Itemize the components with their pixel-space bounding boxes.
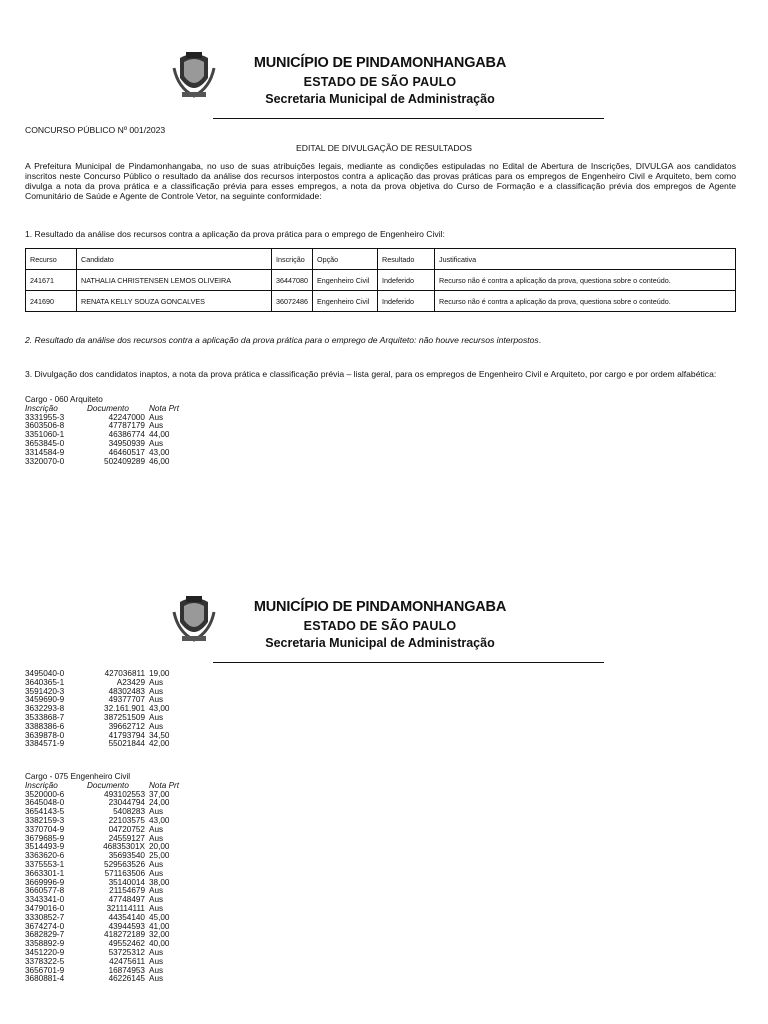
table-row (26, 291, 736, 312)
document-number: 418272189 (104, 930, 145, 940)
registration-number: 3674274-0 (25, 921, 65, 931)
list-item (25, 458, 189, 467)
registration-number: 3459690-9 (25, 695, 65, 705)
table-header-row (26, 249, 736, 270)
document-number: 04720752 (108, 824, 145, 834)
list-header: Documento (87, 403, 129, 413)
registration-number: 3370704-9 (25, 824, 65, 834)
table-cell: Recurso não é contra a aplicação da prova, questiona sobre o conteúdo. (435, 291, 736, 312)
document-number: 5408283 (113, 807, 145, 817)
practical-score: 43,00 (149, 815, 170, 825)
table-cell: 241690 (26, 291, 77, 312)
column-header: Justificativa (435, 249, 736, 270)
header-divider (213, 662, 604, 663)
document-number: 39662712 (108, 721, 145, 731)
registration-number: 3351060-1 (25, 430, 65, 440)
practical-score: 46,00 (149, 456, 170, 466)
registration-number: 3331955-3 (25, 412, 65, 422)
practical-score: Aus (149, 695, 164, 705)
document-number: 16874953 (108, 965, 145, 975)
practical-score: Aus (149, 833, 164, 843)
document-number: 46386774 (108, 430, 145, 440)
document-number: 49377707 (108, 695, 145, 705)
registration-number: 3632293-8 (25, 704, 65, 714)
registration-number: 3653845-0 (25, 438, 65, 448)
practical-score: Aus (149, 895, 164, 905)
practical-score: Aus (149, 903, 164, 913)
header-state: ESTADO DE SÃO PAULO (303, 619, 457, 633)
practical-score: Aus (149, 965, 164, 975)
registration-number: 3639878-0 (25, 730, 65, 740)
practical-score: 34,50 (149, 730, 170, 740)
practical-score: 43,00 (149, 704, 170, 714)
practical-score: Aus (149, 421, 164, 431)
registration-number: 3382159-3 (25, 815, 65, 825)
registration-number: 3451220-9 (25, 947, 65, 957)
practical-score: 25,00 (149, 851, 170, 861)
list-header: Nota Prt (149, 403, 180, 413)
registration-number: 3640365-1 (25, 677, 65, 687)
contest-number: CONCURSO PÚBLICO Nº 001/2023 (25, 125, 166, 135)
registration-number: 3479016-0 (25, 903, 65, 913)
practical-score: 45,00 (149, 912, 170, 922)
edict-title: EDITAL DE DIVULGAÇÃO DE RESULTADOS (296, 143, 472, 153)
practical-score: Aus (149, 807, 164, 817)
practical-score: Aus (149, 438, 164, 448)
practical-score: 37,00 (149, 789, 170, 799)
table-cell: Indeferido (378, 270, 435, 291)
document-number: 22103575 (108, 815, 145, 825)
practical-score: 40,00 (149, 939, 170, 949)
practical-score: 42,00 (149, 739, 170, 749)
cargo-title: Cargo - 075 Engenheiro Civil (25, 772, 131, 781)
document-number: 41793794 (108, 730, 145, 740)
practical-score: 32,00 (149, 930, 170, 940)
practical-score: Aus (149, 721, 164, 731)
registration-number: 3533868-7 (25, 712, 65, 722)
document-number: 502409289 (104, 456, 145, 466)
practical-score: 38,00 (149, 877, 170, 887)
practical-score: 41,00 (149, 921, 170, 931)
arquiteto-list (25, 396, 189, 466)
section-2-note: não houve recursos interpostos (418, 335, 539, 345)
registration-number: 3669996-9 (25, 877, 65, 887)
table-cell: 36072486 (272, 291, 313, 312)
registration-number: 3378322-5 (25, 956, 65, 966)
document-number: 32.161.901 (104, 704, 145, 714)
section-2-text: 2. Resultado da análise dos recursos contra a aplicação da prova prática para o emprego de Arquiteto: (25, 335, 417, 345)
document-number: 47748497 (108, 895, 145, 905)
document-number: 55021844 (108, 739, 145, 749)
arquiteto-list-continued (25, 670, 189, 749)
document-number: 529563526 (104, 859, 145, 869)
table-cell: 241671 (26, 270, 77, 291)
list-item (25, 975, 189, 984)
column-header: Resultado (378, 249, 435, 270)
column-header: Candidato (77, 249, 272, 270)
registration-number: 3320070-0 (25, 456, 65, 466)
document-number: 53725312 (108, 947, 145, 957)
column-header: Inscrição (272, 249, 313, 270)
document-number: 23044794 (108, 798, 145, 808)
list-header: Inscrição (25, 403, 58, 413)
practical-score: 43,00 (149, 447, 170, 457)
document-number: 321114111 (106, 903, 145, 913)
practical-score: Aus (149, 824, 164, 834)
document-number: 48302483 (108, 686, 145, 696)
list-header: Nota Prt (149, 780, 180, 790)
list-item (25, 740, 189, 749)
table-cell: Indeferido (378, 291, 435, 312)
document-number: 571163506 (104, 868, 145, 878)
document-number: 46226145 (108, 974, 145, 984)
intro-paragraph: A Prefeitura Municipal de Pindamonhangaba, no uso de suas atribuições legais, mediante as condições estipuladas no Edital de Abertura de Inscrições, DIVULGA aos candidatos inscritos neste Concurso Público o resultado da análise dos recursos interpostos contra a aplicação das provas práticas para os empregos de Engenheiro Civil e Arquiteto, bem como divulga a nota da prova prática e a classificação prévia para esses empregos, a nota da prova objetiva do Curso de Formação e a classificação prévia dos empregos de Agente Comunitário de Saúde e Agente de Controle Vetor, na seguinte conformidade: (25, 161, 736, 201)
registration-number: 3645048-0 (25, 798, 65, 808)
letterhead (0, 592, 768, 672)
document-number: 44354140 (108, 912, 145, 922)
document-number: 43944593 (108, 921, 145, 931)
registration-number: 3654143-5 (25, 807, 65, 817)
header-title: MUNICÍPIO DE PINDAMONHANGABA (253, 599, 507, 615)
section-2-heading: 2. Resultado da análise dos recursos contra a aplicação da prova prática para o emprego de Arquiteto: não houve recursos interpostos. (25, 335, 542, 345)
section-1-heading: 1. Resultado da análise dos recursos contra a aplicação da prova prática para o emprego de Engenheiro Civil: (25, 229, 445, 239)
document-number: 42475611 (109, 956, 145, 966)
registration-number: 3520000-6 (25, 789, 65, 799)
header-department: Secretaria Municipal de Administração (265, 636, 495, 650)
table-cell: NATHALIA CHRISTENSEN LEMOS OLIVEIRA (77, 270, 272, 291)
registration-number: 3330852-7 (25, 912, 65, 922)
document-number: 24559127 (108, 833, 145, 843)
registration-number: 3679685-9 (25, 833, 65, 843)
appeals-table (25, 248, 736, 312)
practical-score: Aus (149, 412, 164, 422)
column-header: Recurso (26, 249, 77, 270)
practical-score: Aus (149, 686, 164, 696)
document-number: 49552462 (108, 939, 145, 949)
practical-score: Aus (149, 886, 164, 896)
practical-score: Aus (149, 677, 164, 687)
practical-score: Aus (149, 712, 164, 722)
registration-number: 3663301-1 (25, 868, 65, 878)
registration-number: 3375553-1 (25, 859, 65, 869)
document-number: A23429 (116, 677, 145, 687)
registration-number: 3656701-9 (25, 965, 65, 975)
municipal-coat-of-arms-icon (172, 592, 216, 644)
registration-number: 3388386-6 (25, 721, 65, 731)
registration-number: 3660577-8 (25, 886, 65, 896)
registration-number: 3591420-3 (25, 686, 65, 696)
section-3-heading: 3. Divulgação dos candidatos inaptos, a nota da prova prática e classificação prévia – lista geral, para os empregos de Engenheiro Civil e Arquiteto, por cargo e por ordem alfabética: (25, 369, 717, 379)
table-cell: Engenheiro Civil (313, 270, 378, 291)
registration-number: 3495040-0 (25, 669, 65, 678)
registration-number: 3358892-9 (25, 939, 65, 949)
practical-score: Aus (149, 868, 164, 878)
header-divider (213, 118, 604, 119)
engenheiro-list (25, 773, 189, 984)
table-cell: Recurso não é contra a aplicação da prova, questiona sobre o conteúdo. (435, 270, 736, 291)
municipal-coat-of-arms-icon (172, 48, 216, 100)
document-page-2 (0, 572, 768, 1024)
column-header: Opção (313, 249, 378, 270)
header-department: Secretaria Municipal de Administração (265, 92, 495, 106)
practical-score: Aus (149, 947, 164, 957)
table-row (26, 270, 736, 291)
table-cell: RENATA KELLY SOUZA GONCALVES (77, 291, 272, 312)
document-number: 42247000 (108, 412, 145, 422)
practical-score: 19,00 (149, 669, 170, 678)
registration-number: 3680881-4 (25, 974, 65, 984)
document-number: 21154679 (109, 886, 145, 896)
document-number: 47787179 (108, 421, 145, 431)
registration-number: 3314584-9 (25, 447, 65, 457)
practical-score: 44,00 (149, 430, 170, 440)
document-number: 387251509 (104, 712, 145, 722)
table-cell: Engenheiro Civil (313, 291, 378, 312)
cargo-title: Cargo - 060 Arquiteto (25, 395, 103, 404)
document-number: 35140014 (108, 877, 145, 887)
document-number: 427036811 (104, 669, 145, 678)
document-number: 493102553 (104, 789, 145, 799)
list-header: Documento (87, 780, 129, 790)
registration-number: 3514493-9 (25, 842, 65, 852)
list-header: Inscrição (25, 780, 58, 790)
registration-number: 3363620-6 (25, 851, 65, 861)
table-cell: 36447080 (272, 270, 313, 291)
document-number: 34950939 (108, 438, 145, 448)
registration-number: 3682829-7 (25, 930, 65, 940)
document-number: 35693540 (108, 851, 145, 861)
practical-score: 20,00 (149, 842, 170, 852)
practical-score: Aus (149, 974, 164, 984)
header-title: MUNICÍPIO DE PINDAMONHANGABA (253, 55, 507, 71)
document-number: 46835301X (103, 842, 145, 852)
practical-score: 24,00 (149, 798, 170, 808)
document-number: 46460517 (108, 447, 145, 457)
practical-score: Aus (149, 859, 164, 869)
letterhead (0, 48, 768, 128)
registration-number: 3343341-0 (25, 895, 65, 905)
registration-number: 3603506-8 (25, 421, 65, 431)
registration-number: 3384571-9 (25, 739, 65, 749)
header-state: ESTADO DE SÃO PAULO (303, 75, 457, 89)
practical-score: Aus (149, 956, 164, 966)
